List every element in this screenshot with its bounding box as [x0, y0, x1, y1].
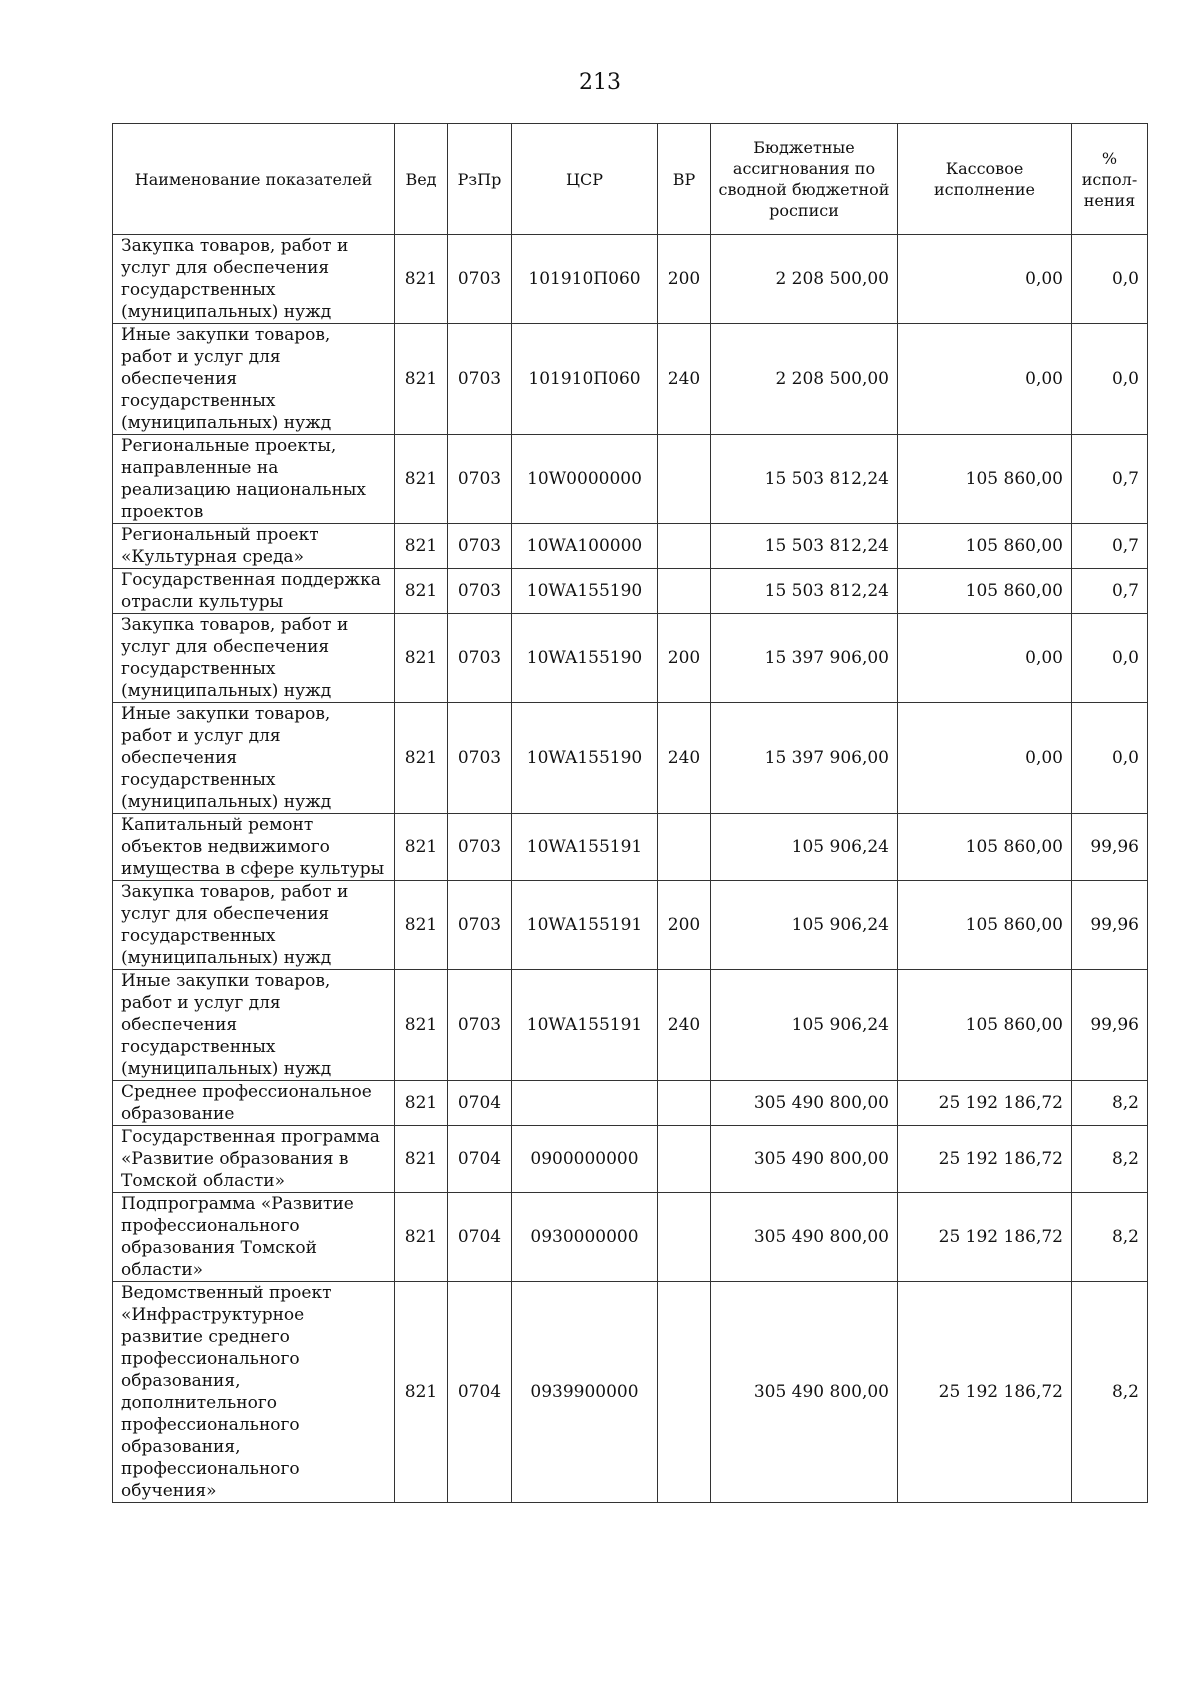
- cell-csr: 10WA155191: [512, 970, 658, 1081]
- cell-percent: 8,2: [1072, 1282, 1148, 1503]
- cell-vr: 240: [658, 703, 711, 814]
- cell-vr: 200: [658, 235, 711, 324]
- table-row: [113, 235, 1148, 324]
- cell-ved: 821: [395, 1081, 448, 1126]
- cell-name: Закупка товаров, работ и услуг для обеспечения государственных (муниципальных) нужд: [113, 235, 395, 324]
- cell-budget: 105 906,24: [711, 970, 898, 1081]
- table-row: [113, 1282, 1148, 1503]
- header-budget: Бюджетные ассигнования по сводной бюджетной росписи: [711, 124, 898, 235]
- cell-vr: 200: [658, 881, 711, 970]
- cell-ved: 821: [395, 1193, 448, 1282]
- cell-percent: 0,0: [1072, 614, 1148, 703]
- cell-cash: 25 192 186,72: [898, 1126, 1072, 1193]
- table-row: [113, 1193, 1148, 1282]
- cell-name: Иные закупки товаров, работ и услуг для обеспечения государственных (муниципальных) нужд: [113, 970, 395, 1081]
- cell-vr: [658, 524, 711, 569]
- cell-budget: 305 490 800,00: [711, 1282, 898, 1503]
- cell-vr: [658, 1081, 711, 1126]
- cell-name: Региональный проект «Культурная среда»: [113, 524, 395, 569]
- cell-percent: 0,0: [1072, 703, 1148, 814]
- cell-ved: 821: [395, 324, 448, 435]
- cell-rzpr: 0703: [448, 614, 512, 703]
- cell-percent: 0,0: [1072, 324, 1148, 435]
- cell-vr: [658, 1193, 711, 1282]
- cell-ved: 821: [395, 703, 448, 814]
- table-row: [113, 324, 1148, 435]
- cell-budget: 2 208 500,00: [711, 235, 898, 324]
- cell-percent: 0,7: [1072, 569, 1148, 614]
- table-row: [113, 970, 1148, 1081]
- cell-percent: 8,2: [1072, 1081, 1148, 1126]
- cell-ved: 821: [395, 814, 448, 881]
- cell-vr: [658, 1126, 711, 1193]
- cell-csr: [512, 1081, 658, 1126]
- cell-name: Закупка товаров, работ и услуг для обеспечения государственных (муниципальных) нужд: [113, 881, 395, 970]
- cell-csr: 10WA155191: [512, 881, 658, 970]
- cell-cash: 0,00: [898, 614, 1072, 703]
- cell-rzpr: 0703: [448, 435, 512, 524]
- table-row: [113, 1126, 1148, 1193]
- cell-name: Среднее профессиональное образование: [113, 1081, 395, 1126]
- cell-percent: 99,96: [1072, 881, 1148, 970]
- cell-vr: [658, 1282, 711, 1503]
- cell-percent: 0,7: [1072, 435, 1148, 524]
- cell-ved: 821: [395, 970, 448, 1081]
- page-number: 213: [579, 70, 621, 95]
- cell-rzpr: 0703: [448, 235, 512, 324]
- budget-execution-table: [112, 123, 1148, 1503]
- cell-rzpr: 0704: [448, 1193, 512, 1282]
- cell-name: Закупка товаров, работ и услуг для обеспечения государственных (муниципальных) нужд: [113, 614, 395, 703]
- cell-name: Региональные проекты, направленные на реализацию национальных проектов: [113, 435, 395, 524]
- cell-csr: 101910П060: [512, 324, 658, 435]
- cell-rzpr: 0703: [448, 524, 512, 569]
- cell-rzpr: 0704: [448, 1282, 512, 1503]
- cell-name: Иные закупки товаров, работ и услуг для обеспечения государственных (муниципальных) нужд: [113, 324, 395, 435]
- cell-name: Ведомственный проект «Инфраструктурное развитие среднего профессионального образования, дополнительного профессионального образования, профессионального обучения»: [113, 1282, 395, 1503]
- cell-cash: 105 860,00: [898, 814, 1072, 881]
- cell-csr: 10WA155190: [512, 614, 658, 703]
- cell-csr: 10WA155190: [512, 703, 658, 814]
- cell-ved: 821: [395, 1282, 448, 1503]
- cell-csr: 10WA155191: [512, 814, 658, 881]
- header-ved: Вед: [395, 124, 448, 235]
- cell-rzpr: 0703: [448, 324, 512, 435]
- cell-budget: 105 906,24: [711, 881, 898, 970]
- cell-cash: 105 860,00: [898, 569, 1072, 614]
- cell-budget: 15 397 906,00: [711, 614, 898, 703]
- cell-budget: 15 503 812,24: [711, 569, 898, 614]
- cell-vr: [658, 435, 711, 524]
- cell-cash: 105 860,00: [898, 970, 1072, 1081]
- table-row: [113, 881, 1148, 970]
- cell-ved: 821: [395, 881, 448, 970]
- cell-csr: 10WA155190: [512, 569, 658, 614]
- cell-rzpr: 0704: [448, 1081, 512, 1126]
- cell-cash: 0,00: [898, 235, 1072, 324]
- cell-vr: 200: [658, 614, 711, 703]
- table-row: [113, 1081, 1148, 1126]
- cell-rzpr: 0703: [448, 814, 512, 881]
- cell-percent: 99,96: [1072, 970, 1148, 1081]
- cell-name: Капитальный ремонт объектов недвижимого имущества в сфере культуры: [113, 814, 395, 881]
- cell-cash: 0,00: [898, 324, 1072, 435]
- cell-rzpr: 0703: [448, 881, 512, 970]
- cell-ved: 821: [395, 569, 448, 614]
- cell-ved: 821: [395, 614, 448, 703]
- cell-rzpr: 0703: [448, 569, 512, 614]
- cell-ved: 821: [395, 235, 448, 324]
- cell-csr: 10W0000000: [512, 435, 658, 524]
- cell-percent: 0,7: [1072, 524, 1148, 569]
- cell-name: Иные закупки товаров, работ и услуг для обеспечения государственных (муниципальных) нужд: [113, 703, 395, 814]
- cell-csr: 101910П060: [512, 235, 658, 324]
- cell-name: Подпрограмма «Развитие профессионального образования Томской области»: [113, 1193, 395, 1282]
- table-row: [113, 814, 1148, 881]
- cell-vr: 240: [658, 970, 711, 1081]
- cell-rzpr: 0703: [448, 703, 512, 814]
- cell-budget: 15 503 812,24: [711, 435, 898, 524]
- cell-ved: 821: [395, 1126, 448, 1193]
- cell-name: Государственная поддержка отрасли культуры: [113, 569, 395, 614]
- table-row: [113, 614, 1148, 703]
- cell-budget: 305 490 800,00: [711, 1193, 898, 1282]
- cell-cash: 25 192 186,72: [898, 1282, 1072, 1503]
- cell-vr: [658, 569, 711, 614]
- cell-budget: 305 490 800,00: [711, 1081, 898, 1126]
- cell-cash: 105 860,00: [898, 881, 1072, 970]
- cell-csr: 10WA100000: [512, 524, 658, 569]
- table-row: [113, 703, 1148, 814]
- cell-cash: 25 192 186,72: [898, 1193, 1072, 1282]
- cell-percent: 0,0: [1072, 235, 1148, 324]
- cell-cash: 25 192 186,72: [898, 1081, 1072, 1126]
- cell-percent: 8,2: [1072, 1126, 1148, 1193]
- header-cash: Кассовое исполнение: [898, 124, 1072, 235]
- cell-budget: 305 490 800,00: [711, 1126, 898, 1193]
- cell-budget: 15 397 906,00: [711, 703, 898, 814]
- table-header-row: [113, 124, 1148, 235]
- cell-ved: 821: [395, 524, 448, 569]
- header-percent: % испол-нения: [1072, 124, 1148, 235]
- cell-vr: [658, 814, 711, 881]
- cell-budget: 15 503 812,24: [711, 524, 898, 569]
- cell-cash: 105 860,00: [898, 435, 1072, 524]
- header-rzpr: РзПр: [448, 124, 512, 235]
- cell-rzpr: 0703: [448, 970, 512, 1081]
- table-row: [113, 435, 1148, 524]
- header-csr: ЦСР: [512, 124, 658, 235]
- cell-cash: 105 860,00: [898, 524, 1072, 569]
- cell-ved: 821: [395, 435, 448, 524]
- cell-cash: 0,00: [898, 703, 1072, 814]
- table-body: [113, 235, 1148, 1503]
- cell-percent: 99,96: [1072, 814, 1148, 881]
- cell-budget: 105 906,24: [711, 814, 898, 881]
- cell-csr: 0939900000: [512, 1282, 658, 1503]
- cell-csr: 0900000000: [512, 1126, 658, 1193]
- header-vr: ВР: [658, 124, 711, 235]
- cell-name: Государственная программа «Развитие образования в Томской области»: [113, 1126, 395, 1193]
- cell-vr: 240: [658, 324, 711, 435]
- table-row: [113, 569, 1148, 614]
- header-name: Наименование показателей: [113, 124, 395, 235]
- cell-budget: 2 208 500,00: [711, 324, 898, 435]
- cell-csr: 0930000000: [512, 1193, 658, 1282]
- cell-percent: 8,2: [1072, 1193, 1148, 1282]
- table-row: [113, 524, 1148, 569]
- cell-rzpr: 0704: [448, 1126, 512, 1193]
